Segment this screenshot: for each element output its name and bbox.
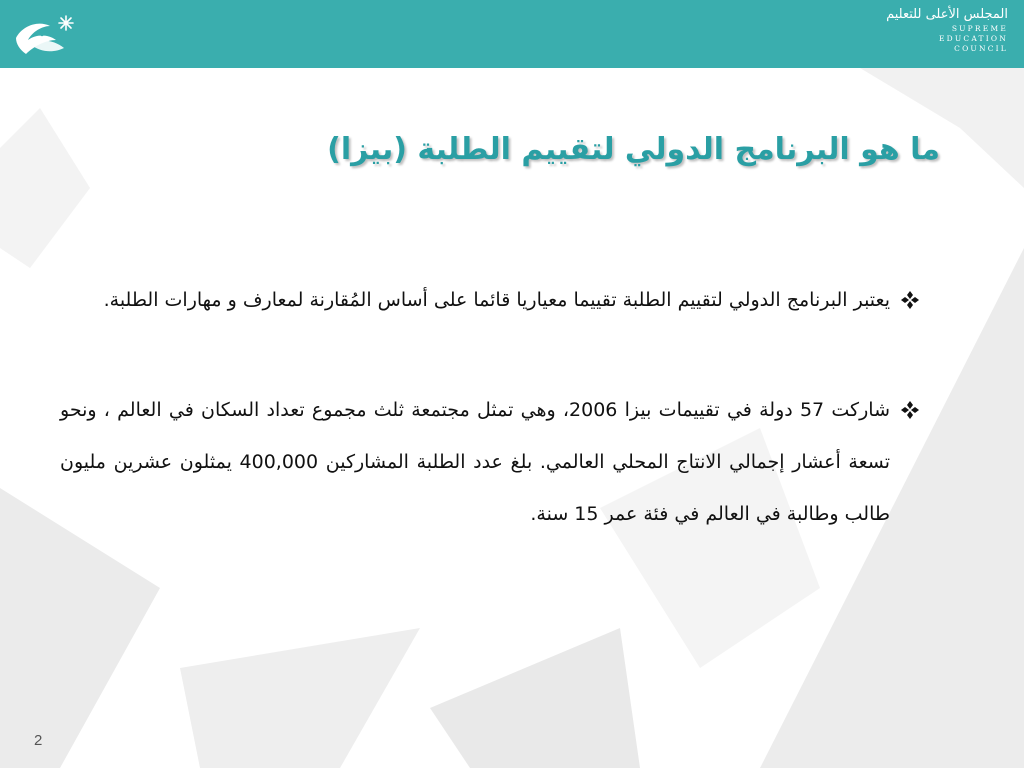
bullet-item xyxy=(60,274,920,326)
bullet-list xyxy=(60,274,920,540)
header-bar xyxy=(0,0,1024,68)
bullet-text: يعتبر البرنامج الدولي لتقييم الطلبة تقييما معياريا قائما على أساس المُقارنة لمعارف و مهارات الطلبة. xyxy=(103,289,890,311)
bullet-text: شاركت 57 دولة في تقييمات بيزا 2006، وهي تمثل مجتمعة ثلث مجموع تعداد السكان في العالم ، ونحو تسعة أعشار إجمالي الانتاج المحلي العالمي. بلغ عدد الطلبة المشاركين 400,000 يمثلون عشرين مليون طالب وطالبة في العالم في فئة عمر 15 سنة. xyxy=(60,399,890,525)
council-name-english-2: EDUCATION xyxy=(938,34,1008,43)
slide-title: ما هو البرنامج الدولي لتقييم الطلبة (بيزا) xyxy=(327,132,940,167)
council-logo-icon xyxy=(12,8,82,62)
bullet-item xyxy=(60,384,920,540)
council-name-english-3: COUNCIL xyxy=(954,44,1008,53)
page-number: 2 xyxy=(34,732,43,749)
diamond-clover-bullet-icon xyxy=(900,400,920,420)
diamond-clover-bullet-icon xyxy=(900,290,920,310)
council-name xyxy=(788,6,1008,54)
council-name-english-1: SUPREME xyxy=(951,24,1008,33)
council-name-arabic: المجلس الأعلى للتعليم xyxy=(886,7,1008,22)
